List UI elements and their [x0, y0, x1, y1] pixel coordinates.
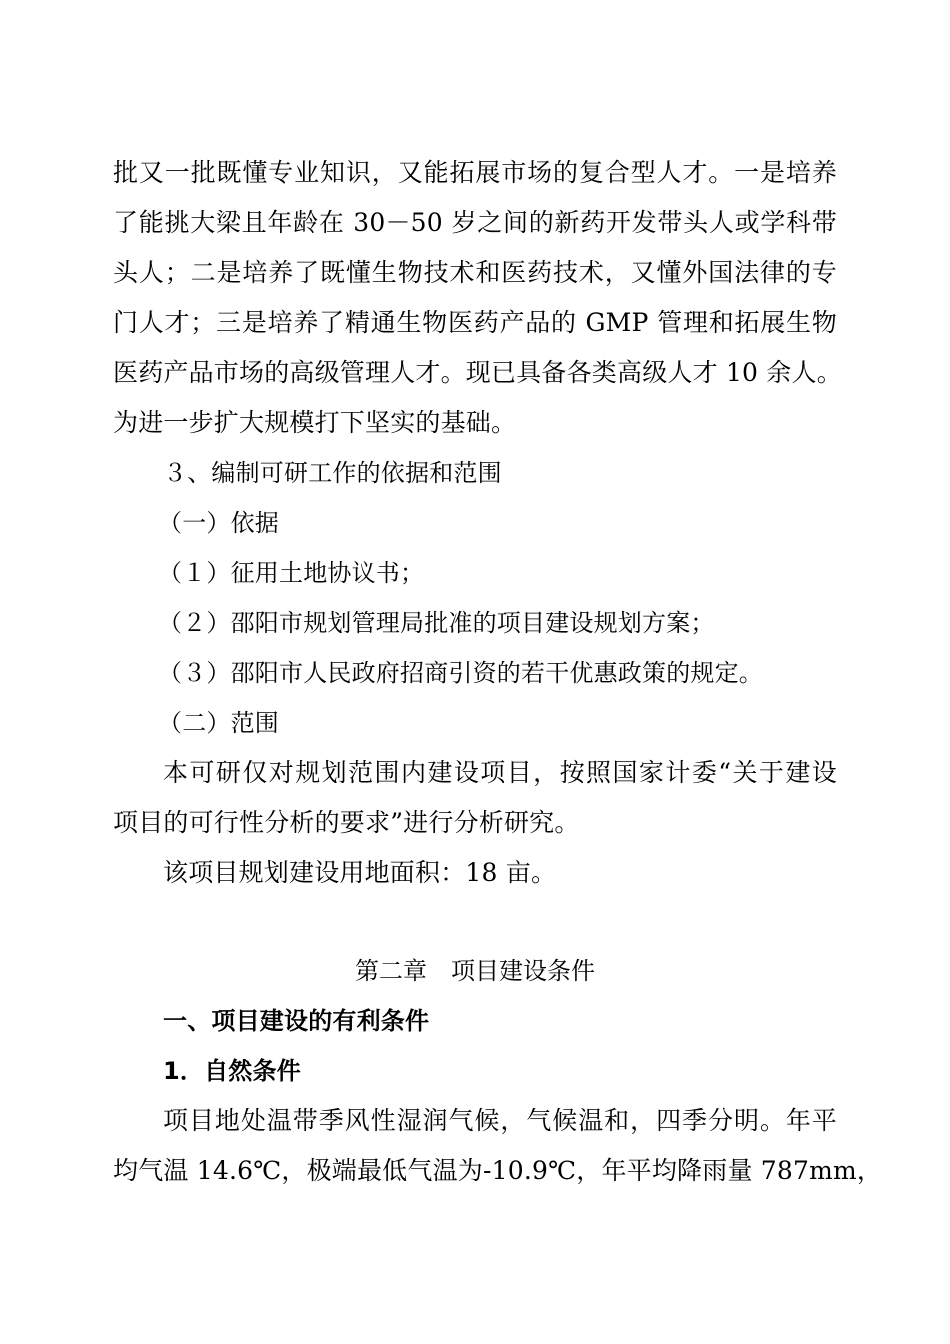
body-text-line: 项目的可行性分析的要求”进行分析研究。 — [113, 808, 580, 837]
subsection-heading-natural: 1．自然条件 — [163, 1057, 301, 1085]
list-item: （３）邵阳市人民政府招商引资的若干优惠政策的规定。 — [158, 659, 763, 687]
body-text-line: 头人；二是培养了既懂生物技术和医药技术，又懂外国法律的专 — [113, 258, 837, 287]
body-text-line: 批又一批既懂专业知识，又能拓展市场的复合型人才。一是培养 — [113, 158, 837, 187]
body-text-line: 医药产品市场的高级管理人才。现已具备各类高级人才 10 余人。 — [113, 358, 842, 387]
body-text-line: 门人才；三是培养了精通生物医药产品的 GMP 管理和拓展生物 — [113, 308, 837, 337]
body-text-line: 本可研仅对规划范围内建设项目，按照国家计委“关于建设 — [163, 758, 837, 787]
land-area-line: 该项目规划建设用地面积：18 亩。 — [163, 858, 557, 887]
list-item: （２）邵阳市规划管理局批准的项目建设规划方案； — [158, 609, 715, 637]
subsection-heading-basis: （一）依据 — [158, 509, 279, 537]
subsection-heading-scope: （二）范围 — [158, 709, 279, 737]
body-text-line: 为进一步扩大规模打下坚实的基础。 — [113, 408, 517, 437]
body-text-line: 项目地处温带季风性湿润气候，气候温和，四季分明。年平 — [163, 1106, 837, 1135]
body-text-line: 了能挑大梁且年龄在 30－50 岁之间的新药开发带头人或学科带 — [113, 208, 837, 237]
section-heading: 一、项目建设的有利条件 — [163, 1007, 430, 1035]
section-heading: ３、编制可研工作的依据和范围 — [163, 459, 502, 487]
body-text-line: 均气温 14.6℃，极端最低气温为-10.9℃，年平均降雨量 787mm， — [113, 1156, 883, 1185]
list-item: （１）征用土地协议书； — [158, 559, 425, 587]
chapter-title: 第二章 项目建设条件 — [355, 957, 595, 985]
